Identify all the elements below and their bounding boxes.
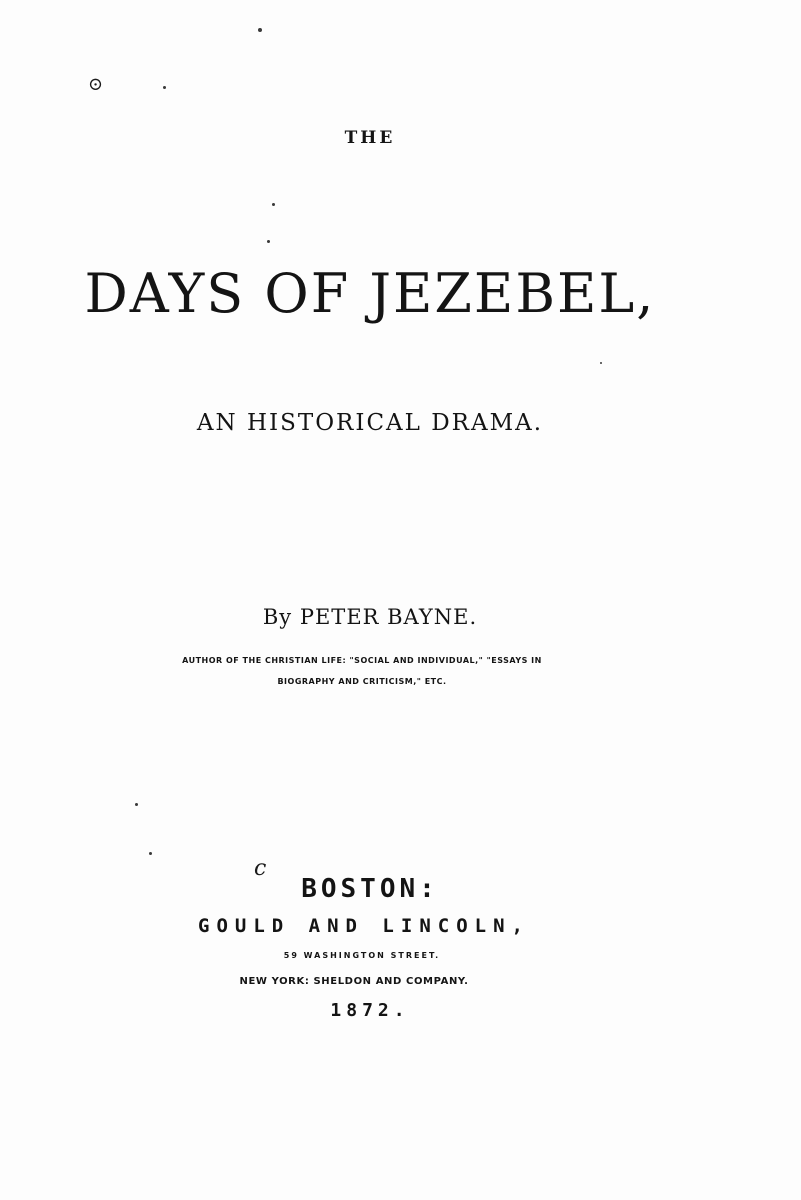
author-credentials-line-2: BIOGRAPHY AND CRITICISM," ETC. <box>277 677 447 686</box>
ink-mark-c: c <box>254 856 267 881</box>
speck <box>258 28 262 32</box>
author-credentials <box>82 650 642 692</box>
book-title: DAYS OF JEZEBEL, <box>84 262 656 325</box>
author-credentials-line-1: AUTHOR OF THE CHRISTIAN LIFE: "SOCIAL AND INDIVIDUAL," "ESSAYS IN <box>182 656 542 665</box>
speck <box>600 362 602 364</box>
speck <box>267 240 270 243</box>
speck <box>149 852 152 855</box>
speck <box>135 803 138 806</box>
publication-place: BOSTON: <box>301 874 439 904</box>
co-publisher: NEW YORK: SHELDON AND COMPANY. <box>239 976 469 987</box>
speck <box>272 203 275 206</box>
publication-year: 1872. <box>330 1000 410 1021</box>
author-byline: By PETER BAYNE. <box>262 605 478 629</box>
title-article: THE <box>344 128 396 148</box>
ink-mark-top-left: ⊙ <box>88 74 104 95</box>
book-subtitle: AN HISTORICAL DRAMA. <box>196 410 544 436</box>
speck <box>163 86 166 89</box>
publisher-name: GOULD AND LINCOLN, <box>198 915 530 937</box>
publisher-address: 59 WASHINGTON STREET. <box>283 951 441 960</box>
